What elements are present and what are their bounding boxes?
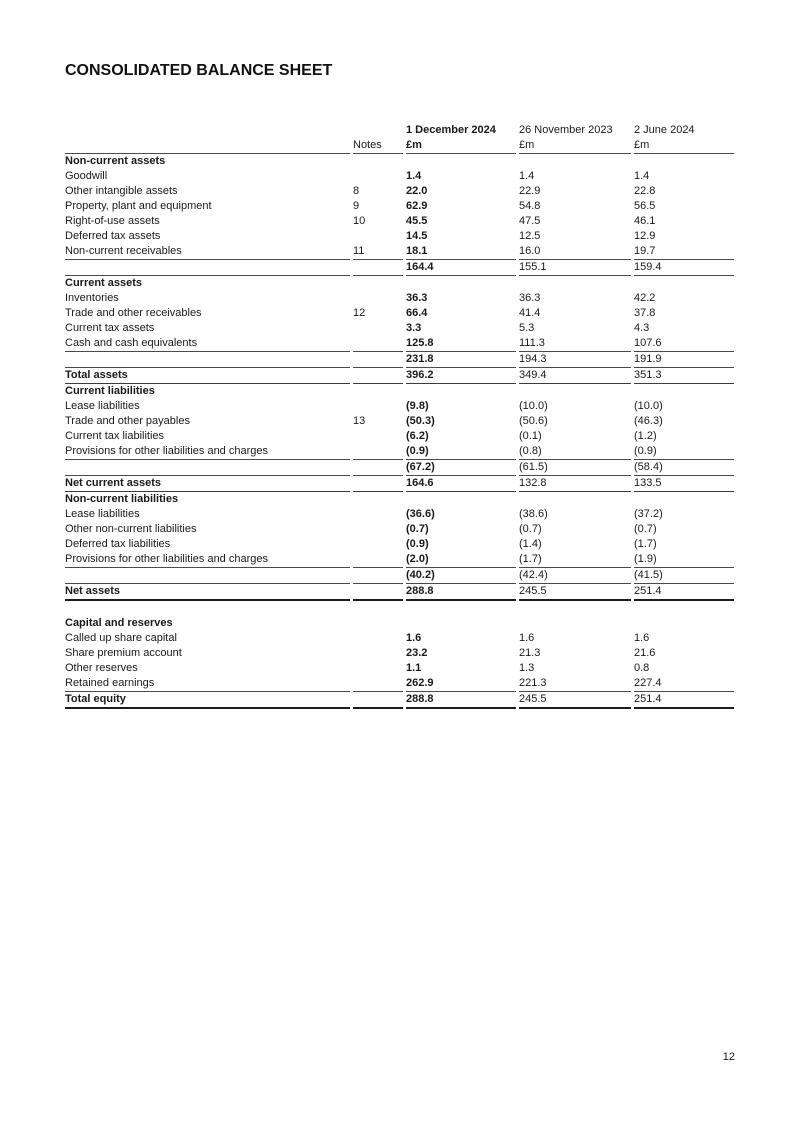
value-cell: 349.4 (519, 368, 631, 384)
value-cell (519, 492, 631, 507)
note-cell (353, 692, 403, 709)
note-cell (353, 321, 403, 336)
value-cell: 45.5 (406, 215, 428, 227)
note-cell (353, 291, 403, 306)
value-cell: 251.4 (634, 584, 734, 601)
note-cell: 10 (353, 215, 366, 227)
value-cell: 46.1 (634, 215, 656, 227)
row-label: Non-current liabilities (65, 493, 179, 505)
value-cell (634, 492, 734, 507)
value-cell: (0.1) (519, 430, 542, 442)
table-row (65, 537, 734, 552)
row-label: Share premium account (65, 647, 182, 659)
value-cell: (1.2) (634, 430, 657, 442)
value-cell: 22.0 (406, 185, 428, 197)
value-cell: (1.9) (634, 552, 734, 568)
table-row (65, 429, 734, 444)
value-cell: 21.6 (634, 647, 656, 659)
note-cell (353, 429, 403, 444)
value-cell: 16.0 (519, 244, 631, 260)
value-cell (406, 601, 516, 616)
row-label (65, 568, 350, 584)
value-cell: 133.5 (634, 476, 734, 492)
table-row (65, 352, 734, 368)
value-cell: 245.5 (519, 692, 631, 709)
value-cell (519, 154, 631, 169)
value-cell: 155.1 (519, 260, 631, 276)
page-title: CONSOLIDATED BALANCE SHEET (65, 62, 333, 79)
table-row (65, 522, 734, 537)
note-cell (353, 676, 403, 692)
value-cell: (1.7) (519, 552, 631, 568)
table-row (65, 444, 734, 460)
note-cell (353, 368, 403, 384)
note-cell: 12 (353, 307, 366, 319)
value-cell: (41.5) (634, 568, 734, 584)
value-cell (519, 276, 631, 291)
table-row (65, 199, 734, 214)
value-cell (634, 384, 734, 399)
value-cell: 251.4 (634, 692, 734, 709)
row-label: Trade and other payables (65, 415, 190, 427)
table-row (65, 676, 734, 692)
value-cell: 288.8 (406, 584, 516, 601)
note-cell (353, 352, 403, 368)
value-cell: (42.4) (519, 568, 631, 584)
row-label: Current tax liabilities (65, 430, 165, 442)
table-row (65, 214, 734, 229)
value-cell (519, 601, 631, 616)
value-cell: (58.4) (634, 460, 734, 476)
note-cell (353, 584, 403, 601)
value-cell: 5.3 (519, 322, 535, 334)
value-cell: 36.3 (519, 292, 541, 304)
value-cell: 56.5 (634, 200, 656, 212)
value-cell: (1.7) (634, 538, 657, 550)
table-row (65, 631, 734, 646)
value-cell: 194.3 (519, 352, 631, 368)
value-cell (406, 616, 516, 631)
value-cell: 221.3 (519, 676, 631, 692)
value-cell (406, 384, 516, 399)
value-cell: 227.4 (634, 676, 734, 692)
header-empty (353, 123, 403, 138)
table-row (65, 584, 734, 601)
row-label (65, 352, 350, 368)
value-cell: 111.3 (519, 336, 631, 352)
table-row (65, 476, 734, 492)
table-row (65, 414, 734, 429)
table-row (65, 306, 734, 321)
value-cell: (0.8) (519, 444, 631, 460)
value-cell: (0.9) (406, 538, 429, 550)
table-row (65, 692, 734, 709)
value-cell: 262.9 (406, 676, 516, 692)
row-label: Net current assets (65, 476, 350, 492)
note-cell (353, 552, 403, 568)
value-cell: 21.3 (519, 647, 541, 659)
value-cell: (9.8) (406, 400, 429, 412)
row-label: Net assets (65, 584, 350, 601)
row-label: Property, plant and equipment (65, 200, 212, 212)
note-cell (353, 476, 403, 492)
header-empty (65, 123, 350, 138)
value-cell: 47.5 (519, 215, 541, 227)
balance-sheet-body (65, 154, 734, 709)
value-cell: (38.6) (519, 508, 548, 520)
value-cell (634, 276, 734, 291)
table-row (65, 460, 734, 476)
value-cell: 42.2 (634, 292, 656, 304)
value-cell: 1.4 (634, 170, 650, 182)
row-label: Other non-current liabilities (65, 523, 197, 535)
header-date-prior: 26 November 2023 (519, 124, 613, 136)
row-label: Non-current assets (65, 155, 166, 167)
note-cell (353, 460, 403, 476)
table-header (65, 123, 734, 154)
note-cell (353, 444, 403, 460)
section-row (65, 154, 734, 169)
value-cell: 1.1 (406, 662, 422, 674)
value-cell (519, 384, 631, 399)
note-cell (353, 229, 403, 244)
row-label (65, 260, 350, 276)
note-cell: 13 (353, 415, 366, 427)
table-row (65, 169, 734, 184)
balance-sheet-table (62, 123, 737, 709)
page-number: 12 (722, 1051, 735, 1063)
value-cell: (0.7) (519, 523, 542, 535)
row-label: Provisions for other liabilities and charges (65, 552, 350, 568)
value-cell: 351.3 (634, 368, 734, 384)
row-label: Lease liabilities (65, 400, 140, 412)
value-cell: 22.8 (634, 185, 656, 197)
note-cell (353, 276, 403, 291)
table-row (65, 368, 734, 384)
section-row (65, 276, 734, 291)
note-cell (353, 507, 403, 522)
value-cell: 125.8 (406, 336, 516, 352)
table-row (65, 507, 734, 522)
table-row (65, 260, 734, 276)
row-label: Provisions for other liabilities and charges (65, 444, 350, 460)
row-label: Inventories (65, 292, 119, 304)
value-cell: 288.8 (406, 692, 516, 709)
value-cell: 107.6 (634, 336, 734, 352)
note-cell (353, 631, 403, 646)
value-cell (519, 616, 631, 631)
value-cell: 1.4 (519, 170, 535, 182)
header-units-row (65, 138, 734, 154)
note-cell (353, 646, 403, 661)
table-row (65, 568, 734, 584)
value-cell: (0.9) (634, 444, 734, 460)
value-cell: 245.5 (519, 584, 631, 601)
value-cell: 23.2 (406, 647, 428, 659)
row-label: Other intangible assets (65, 185, 178, 197)
value-cell: (50.6) (519, 415, 548, 427)
row-label: Current assets (65, 277, 143, 289)
note-cell (353, 384, 403, 399)
table-row (65, 661, 734, 676)
table-row (65, 291, 734, 306)
value-cell: 3.3 (406, 322, 422, 334)
value-cell: 396.2 (406, 368, 516, 384)
note-cell (353, 661, 403, 676)
value-cell: (0.7) (634, 523, 657, 535)
value-cell: 164.6 (406, 476, 516, 492)
value-cell: 132.8 (519, 476, 631, 492)
value-cell: (2.0) (406, 552, 516, 568)
row-label: Right-of-use assets (65, 215, 160, 227)
value-cell: 12.5 (519, 230, 541, 242)
note-cell (353, 522, 403, 537)
table-row (65, 229, 734, 244)
table-row (65, 244, 734, 260)
table-row (65, 552, 734, 568)
value-cell: (40.2) (406, 568, 516, 584)
row-label: Capital and reserves (65, 617, 173, 629)
value-cell: (37.2) (634, 508, 663, 520)
table-row (65, 601, 734, 616)
value-cell: 62.9 (406, 200, 428, 212)
value-cell: (46.3) (634, 415, 663, 427)
value-cell: (1.4) (519, 538, 542, 550)
note-cell: 8 (353, 185, 360, 197)
value-cell: 37.8 (634, 307, 656, 319)
value-cell: 66.4 (406, 307, 428, 319)
value-cell (634, 601, 734, 616)
value-cell: 1.6 (406, 632, 422, 644)
value-cell: 0.8 (634, 662, 650, 674)
value-cell: 18.1 (406, 244, 516, 260)
header-unit: £m (634, 138, 734, 154)
row-label: Cash and cash equivalents (65, 336, 350, 352)
value-cell: 4.3 (634, 322, 650, 334)
header-empty (65, 138, 350, 154)
value-cell: 159.4 (634, 260, 734, 276)
table-row (65, 184, 734, 199)
note-cell: 9 (353, 200, 360, 212)
row-label (65, 601, 350, 616)
value-cell: (10.0) (519, 400, 548, 412)
value-cell: 22.9 (519, 185, 541, 197)
value-cell: 231.8 (406, 352, 516, 368)
table-row (65, 336, 734, 352)
section-row (65, 384, 734, 399)
value-cell (406, 492, 516, 507)
value-cell (406, 276, 516, 291)
row-label: Current tax assets (65, 322, 155, 334)
row-label: Deferred tax assets (65, 230, 161, 242)
section-row (65, 616, 734, 631)
value-cell: 191.9 (634, 352, 734, 368)
value-cell: 1.6 (519, 632, 535, 644)
header-notes-label: Notes (353, 138, 403, 154)
header-unit: £m (406, 138, 516, 154)
value-cell: 41.4 (519, 307, 541, 319)
row-label: Called up share capital (65, 632, 177, 644)
note-cell (353, 169, 403, 184)
value-cell: (67.2) (406, 460, 516, 476)
value-cell: (10.0) (634, 400, 663, 412)
header-unit: £m (519, 138, 631, 154)
note-cell (353, 537, 403, 552)
row-label: Deferred tax liabilities (65, 538, 171, 550)
value-cell (634, 616, 734, 631)
note-cell (353, 601, 403, 616)
row-label (65, 460, 350, 476)
row-label: Total equity (65, 692, 350, 709)
note-cell (353, 154, 403, 169)
row-label: Goodwill (65, 170, 108, 182)
note-cell (353, 336, 403, 352)
header-date-yearend: 2 June 2024 (634, 124, 695, 136)
table-row (65, 321, 734, 336)
row-label: Total assets (65, 368, 350, 384)
value-cell: (36.6) (406, 508, 435, 520)
value-cell: (61.5) (519, 460, 631, 476)
value-cell: 54.8 (519, 200, 541, 212)
value-cell: 19.7 (634, 244, 734, 260)
table-row (65, 399, 734, 414)
note-cell (353, 616, 403, 631)
value-cell: 14.5 (406, 230, 428, 242)
value-cell: 36.3 (406, 292, 428, 304)
header-date-current: 1 December 2024 (406, 124, 496, 136)
value-cell: (6.2) (406, 430, 429, 442)
value-cell: (50.3) (406, 415, 435, 427)
row-label: Trade and other receivables (65, 307, 202, 319)
value-cell (634, 154, 734, 169)
row-label: Non-current receivables (65, 244, 350, 260)
value-cell: 164.4 (406, 260, 516, 276)
table-row (65, 646, 734, 661)
header-dates-row (65, 123, 734, 138)
note-cell (353, 568, 403, 584)
value-cell: 1.4 (406, 170, 422, 182)
value-cell (406, 154, 516, 169)
row-label: Lease liabilities (65, 508, 140, 520)
value-cell: 1.3 (519, 662, 535, 674)
row-label: Current liabilities (65, 385, 155, 397)
row-label: Other reserves (65, 662, 138, 674)
note-cell: 11 (353, 244, 403, 260)
note-cell (353, 492, 403, 507)
section-row (65, 492, 734, 507)
value-cell: (0.9) (406, 444, 516, 460)
value-cell: 12.9 (634, 230, 656, 242)
value-cell: (0.7) (406, 523, 429, 535)
value-cell: 1.6 (634, 632, 650, 644)
row-label: Retained earnings (65, 676, 350, 692)
note-cell (353, 399, 403, 414)
note-cell (353, 260, 403, 276)
